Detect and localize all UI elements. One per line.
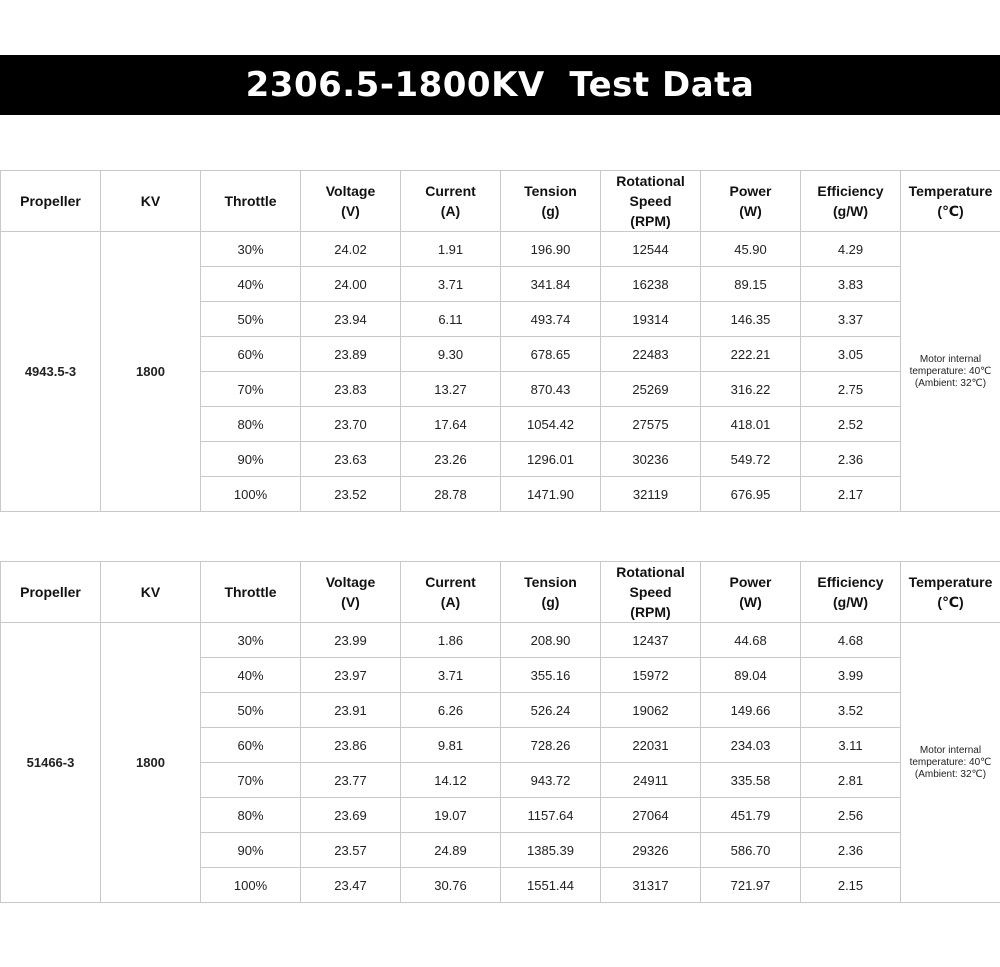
efficiency-cell: 2.52 — [801, 407, 901, 442]
current-cell: 17.64 — [401, 407, 501, 442]
header-propeller — [1, 562, 101, 623]
kv-cell: 1800 — [101, 623, 201, 903]
throttle-cell: 80% — [201, 407, 301, 442]
rpm-cell: 27064 — [601, 798, 701, 833]
header-label: Propeller — [20, 193, 81, 209]
throttle-cell: 80% — [201, 798, 301, 833]
header-voltage — [301, 171, 401, 232]
current-cell: 3.71 — [401, 267, 501, 302]
efficiency-cell: 3.52 — [801, 693, 901, 728]
header-throttle — [201, 562, 301, 623]
power-cell: 335.58 — [701, 763, 801, 798]
voltage-cell: 23.91 — [301, 693, 401, 728]
efficiency-cell: 2.15 — [801, 868, 901, 903]
efficiency-cell: 2.36 — [801, 442, 901, 477]
tension-cell: 1471.90 — [501, 477, 601, 512]
header-label: Current — [425, 574, 476, 590]
rpm-cell: 12437 — [601, 623, 701, 658]
header-label: Tension — [524, 574, 577, 590]
tension-cell: 1296.01 — [501, 442, 601, 477]
header-label: Propeller — [20, 584, 81, 600]
header-efficiency — [801, 171, 901, 232]
rpm-cell: 30236 — [601, 442, 701, 477]
power-cell: 146.35 — [701, 302, 801, 337]
voltage-cell: 23.89 — [301, 337, 401, 372]
header-tension — [501, 171, 601, 232]
current-cell: 3.71 — [401, 658, 501, 693]
rpm-cell: 29326 — [601, 833, 701, 868]
current-cell: 1.86 — [401, 623, 501, 658]
header-label: Tension — [524, 183, 577, 199]
header-throttle — [201, 171, 301, 232]
header-label: Temperature — [908, 574, 993, 590]
throttle-cell: 40% — [201, 267, 301, 302]
propeller-cell: 4943.5-3 — [1, 232, 101, 512]
tension-cell: 943.72 — [501, 763, 601, 798]
efficiency-cell: 4.68 — [801, 623, 901, 658]
tension-cell: 341.84 — [501, 267, 601, 302]
current-cell: 9.30 — [401, 337, 501, 372]
header-propeller — [1, 171, 101, 232]
power-cell: 222.21 — [701, 337, 801, 372]
tension-cell: 208.90 — [501, 623, 601, 658]
voltage-cell: 23.69 — [301, 798, 401, 833]
voltage-cell: 23.94 — [301, 302, 401, 337]
rpm-cell: 12544 — [601, 232, 701, 267]
header-kv — [101, 562, 201, 623]
header-label: Current — [425, 183, 476, 199]
tension-cell: 1054.42 — [501, 407, 601, 442]
header-label: (g) — [541, 594, 560, 610]
voltage-cell: 23.57 — [301, 833, 401, 868]
voltage-cell: 23.99 — [301, 623, 401, 658]
power-cell: 234.03 — [701, 728, 801, 763]
power-cell: 89.04 — [701, 658, 801, 693]
header-label: Power — [729, 183, 772, 199]
header-temperature — [901, 171, 1000, 232]
power-cell: 44.68 — [701, 623, 801, 658]
rpm-cell: 15972 — [601, 658, 701, 693]
header-label: (A) — [440, 594, 461, 610]
header-row — [1, 171, 1000, 232]
header-label: Temperature — [908, 183, 993, 199]
header-label: (g/W) — [833, 203, 868, 219]
throttle-cell: 100% — [201, 868, 301, 903]
header-label: KV — [140, 193, 161, 209]
header-label: (V) — [341, 203, 360, 219]
voltage-cell: 24.00 — [301, 267, 401, 302]
title-banner — [0, 55, 1000, 115]
current-cell: 9.81 — [401, 728, 501, 763]
throttle-cell: 50% — [201, 302, 301, 337]
power-cell: 418.01 — [701, 407, 801, 442]
temperature-note-cell — [901, 623, 1000, 903]
power-cell: 89.15 — [701, 267, 801, 302]
power-cell: 721.97 — [701, 868, 801, 903]
header-power — [701, 562, 801, 623]
tension-cell: 355.16 — [501, 658, 601, 693]
test-data-table-2 — [0, 561, 1000, 903]
temperature-note-cell — [901, 232, 1000, 512]
header-label: Throttle — [224, 193, 277, 209]
rpm-cell: 24911 — [601, 763, 701, 798]
throttle-cell: 50% — [201, 693, 301, 728]
tension-cell: 678.65 — [501, 337, 601, 372]
rpm-cell: 19314 — [601, 302, 701, 337]
efficiency-cell: 3.99 — [801, 658, 901, 693]
power-cell: 451.79 — [701, 798, 801, 833]
kv-cell: 1800 — [101, 232, 201, 512]
header-label: Throttle — [224, 584, 277, 600]
voltage-cell: 23.70 — [301, 407, 401, 442]
header-label: Power — [729, 574, 772, 590]
throttle-cell: 90% — [201, 442, 301, 477]
voltage-cell: 23.47 — [301, 868, 401, 903]
header-label: (RPM) — [630, 604, 671, 620]
throttle-cell: 30% — [201, 623, 301, 658]
voltage-cell: 23.97 — [301, 658, 401, 693]
header-temperature — [901, 562, 1000, 623]
efficiency-cell: 2.36 — [801, 833, 901, 868]
current-cell: 13.27 — [401, 372, 501, 407]
efficiency-cell: 2.75 — [801, 372, 901, 407]
rpm-cell: 27575 — [601, 407, 701, 442]
efficiency-cell: 2.17 — [801, 477, 901, 512]
efficiency-cell: 3.83 — [801, 267, 901, 302]
efficiency-cell: 2.56 — [801, 798, 901, 833]
header-kv — [101, 171, 201, 232]
power-cell: 316.22 — [701, 372, 801, 407]
data-table — [0, 170, 1000, 512]
tension-cell: 728.26 — [501, 728, 601, 763]
voltage-cell: 24.02 — [301, 232, 401, 267]
tension-cell: 1385.39 — [501, 833, 601, 868]
voltage-cell: 23.83 — [301, 372, 401, 407]
header-label: (RPM) — [630, 213, 671, 229]
header-label: (A) — [440, 203, 461, 219]
current-cell: 19.07 — [401, 798, 501, 833]
current-cell: 23.26 — [401, 442, 501, 477]
tension-cell: 493.74 — [501, 302, 601, 337]
temperature-note-line: (Ambient: 32℃) — [914, 768, 987, 780]
header-label: Rotational Speed — [616, 173, 685, 209]
header-label: (g/W) — [833, 594, 868, 610]
current-cell: 28.78 — [401, 477, 501, 512]
throttle-cell: 70% — [201, 372, 301, 407]
header-voltage — [301, 562, 401, 623]
current-cell: 24.89 — [401, 833, 501, 868]
header-label: (g) — [541, 203, 560, 219]
header-label: Efficiency — [817, 183, 884, 199]
current-cell: 14.12 — [401, 763, 501, 798]
efficiency-cell: 3.05 — [801, 337, 901, 372]
current-cell: 6.11 — [401, 302, 501, 337]
temperature-note-line: temperature: 40℃ — [909, 365, 992, 377]
rpm-cell: 16238 — [601, 267, 701, 302]
header-current — [401, 171, 501, 232]
header-row — [1, 562, 1000, 623]
header-label: Efficiency — [817, 574, 884, 590]
temperature-note-line: (Ambient: 32℃) — [914, 377, 987, 389]
temperature-note-line: temperature: 40℃ — [909, 756, 992, 768]
table-row — [1, 623, 1000, 658]
temperature-note-line: Motor internal — [919, 744, 982, 756]
rpm-cell: 25269 — [601, 372, 701, 407]
voltage-cell: 23.52 — [301, 477, 401, 512]
power-cell: 586.70 — [701, 833, 801, 868]
page-title: 2306.5-1800KV Test Data — [245, 65, 755, 105]
efficiency-cell: 2.81 — [801, 763, 901, 798]
header-label: (℃) — [937, 203, 964, 219]
temperature-note-line: Motor internal — [919, 353, 982, 365]
tension-cell: 526.24 — [501, 693, 601, 728]
power-cell: 676.95 — [701, 477, 801, 512]
throttle-cell: 60% — [201, 728, 301, 763]
power-cell: 549.72 — [701, 442, 801, 477]
rpm-cell: 32119 — [601, 477, 701, 512]
test-data-table-1 — [0, 170, 1000, 512]
throttle-cell: 70% — [201, 763, 301, 798]
tension-cell: 1157.64 — [501, 798, 601, 833]
header-rotational-speed — [601, 562, 701, 623]
throttle-cell: 30% — [201, 232, 301, 267]
power-cell: 45.90 — [701, 232, 801, 267]
throttle-cell: 100% — [201, 477, 301, 512]
header-label: Voltage — [325, 574, 376, 590]
data-table — [0, 561, 1000, 903]
rpm-cell: 31317 — [601, 868, 701, 903]
header-label: Voltage — [325, 183, 376, 199]
header-label: (V) — [341, 594, 360, 610]
header-current — [401, 562, 501, 623]
tension-cell: 870.43 — [501, 372, 601, 407]
header-power — [701, 171, 801, 232]
header-tension — [501, 562, 601, 623]
rpm-cell: 22483 — [601, 337, 701, 372]
throttle-cell: 40% — [201, 658, 301, 693]
power-cell: 149.66 — [701, 693, 801, 728]
tension-cell: 1551.44 — [501, 868, 601, 903]
header-label: (℃) — [937, 594, 964, 610]
header-efficiency — [801, 562, 901, 623]
current-cell: 1.91 — [401, 232, 501, 267]
rpm-cell: 22031 — [601, 728, 701, 763]
table-row — [1, 232, 1000, 267]
header-label: Rotational Speed — [616, 564, 685, 600]
header-label: (W) — [739, 203, 762, 219]
efficiency-cell: 4.29 — [801, 232, 901, 267]
voltage-cell: 23.86 — [301, 728, 401, 763]
current-cell: 30.76 — [401, 868, 501, 903]
rpm-cell: 19062 — [601, 693, 701, 728]
tension-cell: 196.90 — [501, 232, 601, 267]
voltage-cell: 23.63 — [301, 442, 401, 477]
propeller-cell: 51466-3 — [1, 623, 101, 903]
header-label: KV — [140, 584, 161, 600]
header-rotational-speed — [601, 171, 701, 232]
throttle-cell: 60% — [201, 337, 301, 372]
efficiency-cell: 3.37 — [801, 302, 901, 337]
efficiency-cell: 3.11 — [801, 728, 901, 763]
current-cell: 6.26 — [401, 693, 501, 728]
throttle-cell: 90% — [201, 833, 301, 868]
voltage-cell: 23.77 — [301, 763, 401, 798]
header-label: (W) — [739, 594, 762, 610]
